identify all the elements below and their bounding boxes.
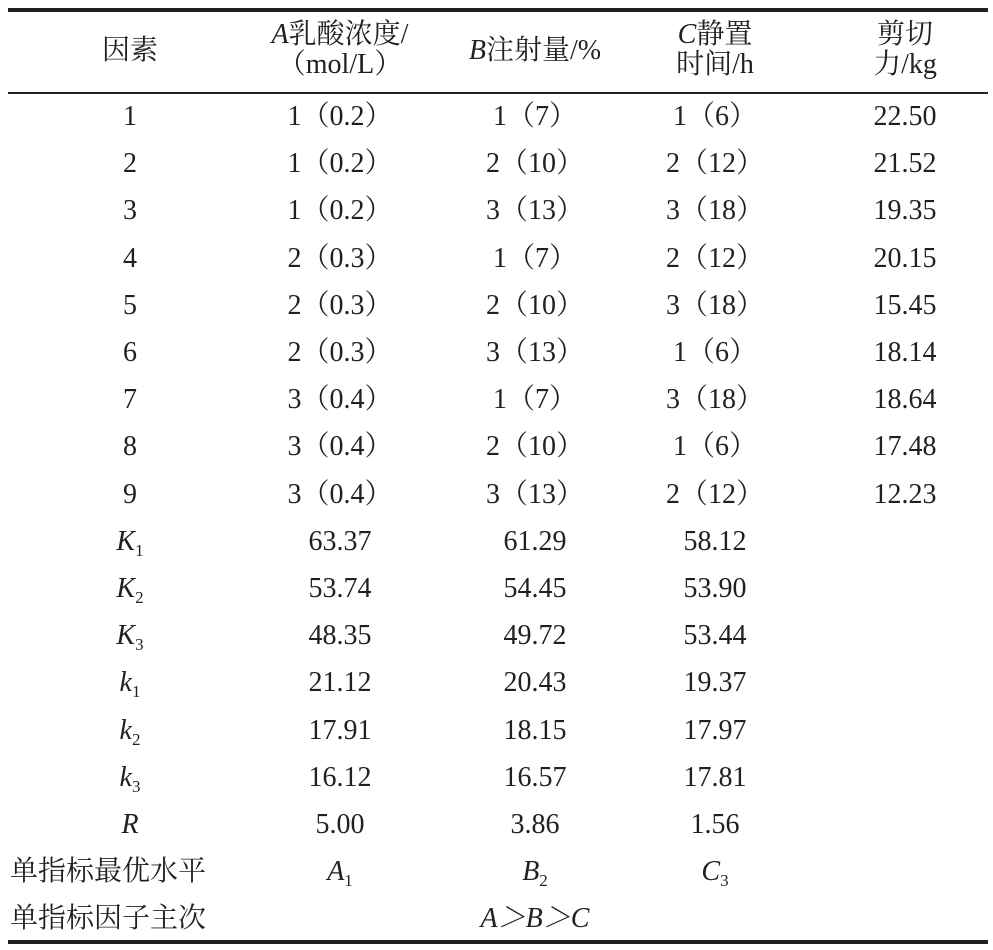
cell-standing-time: 2（12） [665, 242, 764, 274]
header-col-b: B注射量/% [468, 35, 602, 66]
cell-injection: 3（13） [485, 337, 584, 368]
stat-b: 54.45 [503, 573, 567, 604]
row-number: 4 [123, 242, 137, 274]
stat-c: 17.97 [683, 714, 747, 746]
stat-a: 21.12 [308, 667, 372, 699]
cell-shear-force: 12.23 [873, 478, 937, 510]
cell-standing-time: 3（18） [665, 384, 764, 416]
cell-injection: 2（10） [485, 289, 584, 321]
factor-order-label: 单指标因子主次 [10, 903, 207, 935]
stat-c: 58.12 [683, 525, 747, 557]
cell-shear-force: 21.52 [873, 148, 937, 180]
cell-standing-time: 2（12） [665, 478, 764, 510]
cell-standing-time: 2（12） [665, 148, 764, 180]
optimal-level-c: $C_3$ [701, 856, 729, 891]
cell-lactic-acid: 3（0.4） [287, 431, 393, 463]
optimal-level-label: 单指标最优水平 [10, 856, 207, 888]
cell-shear-force: 19.35 [873, 195, 937, 227]
row-number: 2 [123, 148, 137, 180]
stat-c: 53.90 [683, 573, 747, 604]
cell-shear-force: 18.64 [873, 384, 937, 416]
cell-shear-force: 18.14 [873, 337, 937, 368]
optimal-level-a: $A_1$ [327, 856, 353, 891]
stat-a: 16.12 [308, 761, 372, 793]
row-number: 1 [123, 101, 137, 132]
cell-lactic-acid: 3（0.4） [287, 478, 393, 510]
cell-injection: 3（13） [485, 478, 584, 510]
cell-injection: 1（7） [492, 242, 577, 274]
cell-injection: 1（7） [492, 101, 577, 132]
stat-b: 3.86 [510, 809, 560, 840]
cell-lactic-acid: 1（0.2） [287, 101, 393, 132]
cell-injection: 1（7） [492, 384, 577, 416]
stat-b: 49.72 [503, 620, 567, 652]
stat-label: $K_3$ [116, 620, 144, 655]
cell-lactic-acid: 1（0.2） [287, 195, 393, 227]
cell-lactic-acid: 2（0.3） [287, 289, 393, 321]
row-number: 3 [123, 195, 137, 227]
cell-injection: 2（10） [485, 148, 584, 180]
stat-a: 48.35 [308, 620, 372, 652]
stat-label: $K_2$ [116, 573, 144, 607]
cell-lactic-acid: 3（0.4） [287, 384, 393, 416]
stat-b: 61.29 [503, 525, 567, 557]
cell-lactic-acid: 2（0.3） [287, 337, 393, 368]
row-number: 9 [123, 478, 137, 510]
table-top-rule [8, 8, 988, 12]
stat-label: R [121, 809, 139, 840]
row-number: 8 [123, 431, 137, 463]
cell-shear-force: 15.45 [873, 289, 937, 321]
cell-shear-force: 20.15 [873, 242, 937, 274]
stat-c: 53.44 [683, 620, 747, 652]
stat-label: $k_1$ [119, 667, 141, 702]
stat-a: 63.37 [308, 525, 372, 557]
cell-standing-time: 1（6） [672, 431, 757, 463]
header-factor: 因素 [101, 35, 158, 66]
stat-a: 53.74 [308, 573, 372, 604]
cell-shear-force: 22.50 [873, 101, 937, 132]
stat-b: 16.57 [503, 761, 567, 793]
stat-c: 17.81 [683, 761, 747, 793]
header-col-c: C静置 时间/h [676, 19, 754, 80]
cell-shear-force: 17.48 [873, 431, 937, 463]
header-col-shear: 剪切 力/kg [873, 19, 937, 80]
cell-standing-time: 3（18） [665, 195, 764, 227]
stat-label: $K_1$ [116, 525, 144, 560]
cell-injection: 2（10） [485, 431, 584, 463]
stat-label: $k_2$ [119, 714, 141, 749]
cell-standing-time: 1（6） [672, 101, 757, 132]
stat-c: 19.37 [683, 667, 747, 699]
row-number: 6 [123, 337, 137, 368]
row-number: 7 [123, 384, 137, 416]
stat-a: 5.00 [315, 809, 365, 840]
cell-lactic-acid: 1（0.2） [287, 148, 393, 180]
stat-a: 17.91 [308, 714, 372, 746]
row-number: 5 [123, 289, 137, 321]
cell-lactic-acid: 2（0.3） [287, 242, 393, 274]
optimal-level-b: $B_2$ [522, 856, 548, 891]
table-bottom-rule [8, 940, 988, 944]
cell-standing-time: 3（18） [665, 289, 764, 321]
cell-standing-time: 1（6） [672, 337, 757, 368]
header-col-a: A乳酸浓度/ （mol/L） [271, 19, 409, 80]
factor-order-value: A＞B＞C [480, 903, 590, 935]
stat-b: 18.15 [503, 714, 567, 746]
stat-b: 20.43 [503, 667, 567, 699]
stat-c: 1.56 [690, 809, 740, 840]
stat-label: $k_3$ [119, 761, 141, 796]
cell-injection: 3（13） [485, 195, 584, 227]
table-header-rule [8, 92, 988, 94]
